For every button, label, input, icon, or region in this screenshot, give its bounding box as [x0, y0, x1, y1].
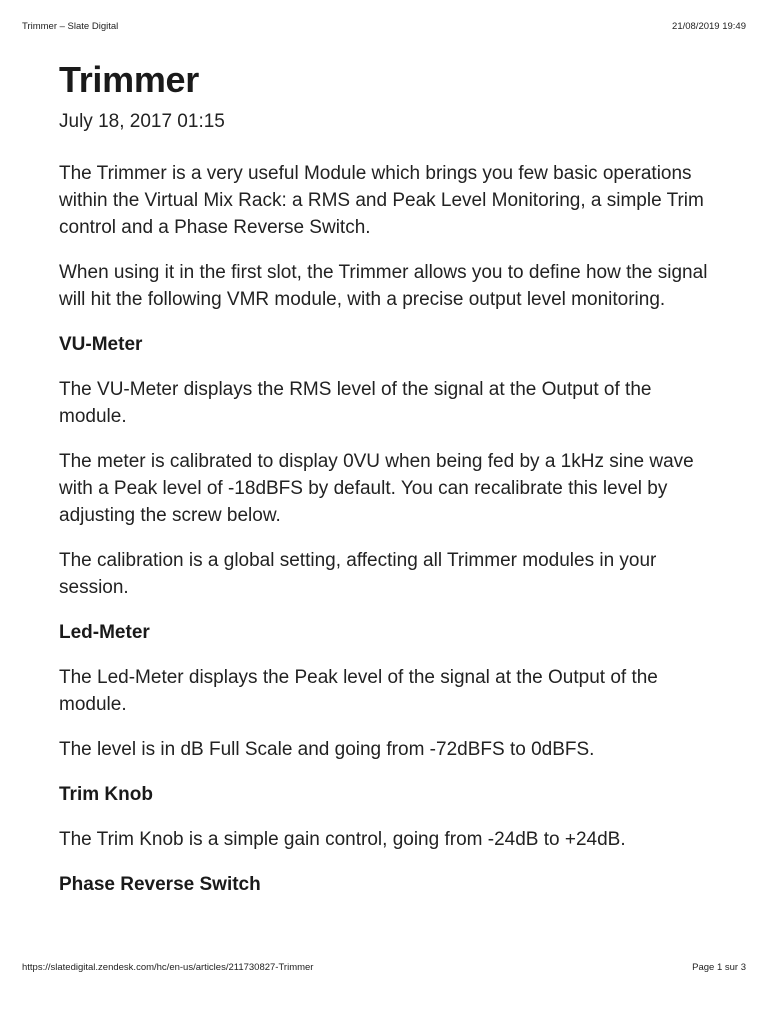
vu-meter-heading: VU-Meter — [59, 334, 143, 355]
trim-knob-paragraph: The Trim Knob is a simple gain control, going from -24dB to +24dB. — [59, 829, 626, 850]
intro-paragraph: The Trimmer is a very useful Module which brings you few basic operations within the Virtual Mix Rack: a RMS and Peak Level Monitoring, a simple Trim control and a Phase Reverse Switch. — [59, 163, 704, 238]
led-meter-paragraph: The Led-Meter displays the Peak level of the signal at the Output of the module. — [59, 667, 658, 715]
page-title: Trimmer — [59, 59, 199, 100]
article-body — [59, 160, 719, 898]
print-footer — [22, 960, 746, 974]
print-footer-url: https://slatedigital.zendesk.com/hc/en-us/articles/211730827-Trimmer — [22, 961, 314, 973]
print-header-title: Trimmer – Slate Digital — [22, 20, 119, 32]
vu-meter-paragraph: The meter is calibrated to display 0VU when being fed by a 1kHz sine wave with a Peak level of -18dBFS by default. You can recalibrate this level by adjusting the screw below. — [59, 451, 694, 526]
led-meter-heading: Led-Meter — [59, 622, 150, 643]
print-header — [22, 19, 746, 33]
article — [59, 58, 719, 916]
print-header-datetime: 21/08/2019 19:49 — [672, 20, 746, 32]
vu-meter-paragraph: The VU-Meter displays the RMS level of the signal at the Output of the module. — [59, 379, 652, 427]
trim-knob-heading: Trim Knob — [59, 784, 153, 805]
vu-meter-paragraph: The calibration is a global setting, affecting all Trimmer modules in your session. — [59, 550, 657, 598]
print-footer-page-info: Page 1 sur 3 — [692, 961, 746, 973]
article-date: July 18, 2017 01:15 — [59, 111, 225, 132]
intro-paragraph: When using it in the first slot, the Trimmer allows you to define how the signal will hit the following VMR module, with a precise output level monitoring. — [59, 262, 708, 310]
phase-reverse-heading: Phase Reverse Switch — [59, 874, 261, 895]
led-meter-paragraph: The level is in dB Full Scale and going from -72dBFS to 0dBFS. — [59, 739, 595, 760]
